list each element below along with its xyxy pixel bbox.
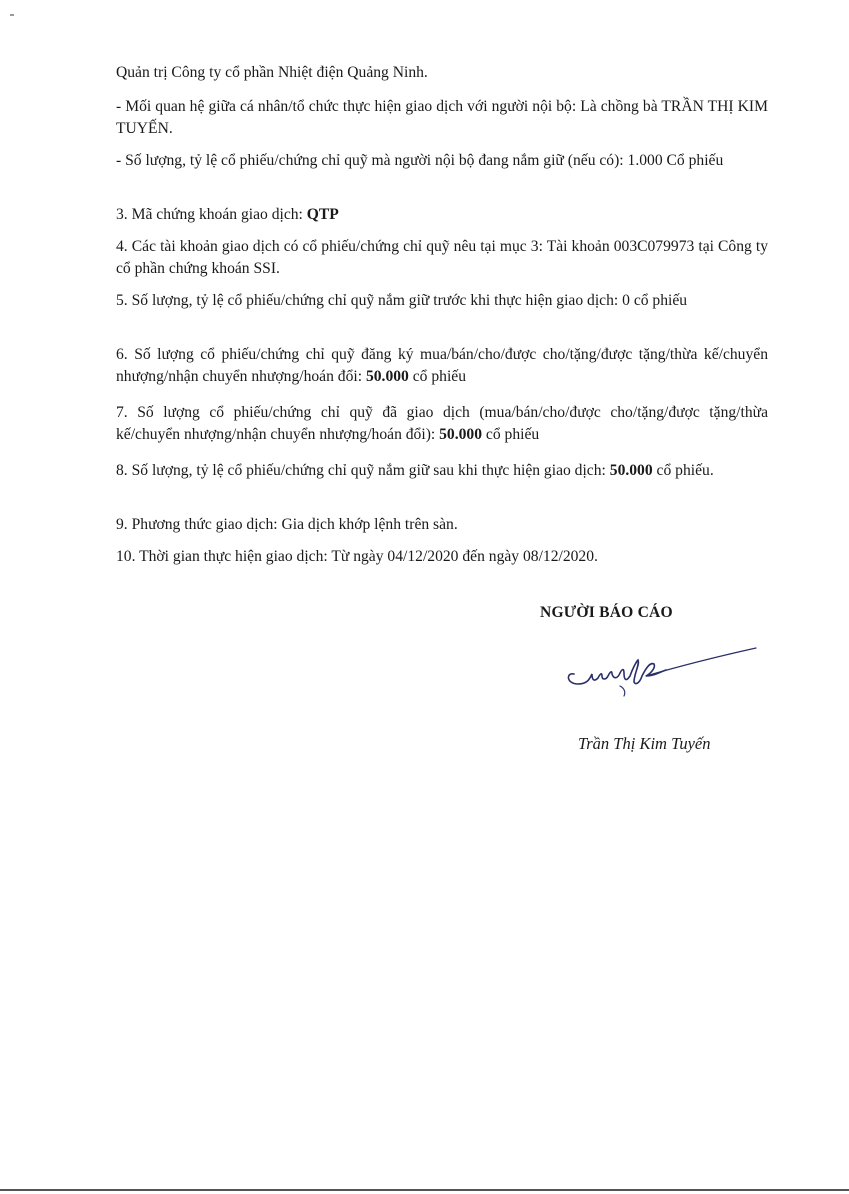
paragraph-2 <box>116 96 768 140</box>
bold-text: 50.000 <box>439 426 483 443</box>
text-run: 6. Số lượng cổ phiếu/chứng chỉ quỹ đăng ký mua/bán/cho/được cho/tặng/được tặng/thừa kế/chuyển nhượng/nhận chuyển nhượng/hoán đổi: <box>116 346 768 385</box>
paragraph-11 <box>116 546 768 568</box>
text-run: 4. Các tài khoản giao dịch có cổ phiếu/chứng chỉ quỹ nêu tại mục 3: Tài khoản 003C079973 tại Công ty cổ phần chứng khoán SSI. <box>116 238 768 277</box>
paragraph-3 <box>116 150 768 172</box>
text-run: 7. Số lượng cổ phiếu/chứng chỉ quỹ đã giao dịch (mua/bán/cho/được cho/tặng/được tặng/thừa kế/chuyển nhượng/nhận chuyển nhượng/hoán đổi): <box>116 404 768 443</box>
paragraph-10 <box>116 514 768 536</box>
bold-text: 50.000 <box>609 462 653 479</box>
text-run: Quản trị Công ty cổ phần Nhiệt điện Quảng Ninh. <box>116 64 428 81</box>
signature-title: NGƯỜI BÁO CÁO <box>540 604 673 621</box>
paragraph-6 <box>116 290 768 312</box>
bold-text: 50.000 <box>365 368 409 385</box>
page-bottom-border <box>0 1189 849 1191</box>
paragraph-4 <box>116 204 768 226</box>
text-run: 3. Mã chứng khoán giao dịch: <box>116 206 307 223</box>
text-run: 5. Số lượng, tỷ lệ cổ phiếu/chứng chỉ quỹ nắm giữ trước khi thực hiện giao dịch: 0 cổ phiếu <box>116 292 688 309</box>
paragraph-1 <box>116 62 768 84</box>
text-run: 10. Thời gian thực hiện giao dịch: Từ ngày 04/12/2020 đến ngày 08/12/2020. <box>116 548 598 565</box>
text-run: cổ phiếu. <box>652 462 714 479</box>
paragraph-8 <box>116 402 768 446</box>
paragraph-9 <box>116 460 768 482</box>
text-run: cổ phiếu <box>482 426 540 443</box>
text-run: 9. Phương thức giao dịch: Gia dịch khớp lệnh trên sàn. <box>116 516 458 533</box>
text-run: cổ phiếu <box>408 368 467 385</box>
scan-mark <box>10 14 14 16</box>
handwritten-signature <box>560 640 760 700</box>
paragraph-7 <box>116 344 768 388</box>
bold-text: QTP <box>306 206 339 223</box>
text-run: 8. Số lượng, tỷ lệ cổ phiếu/chứng chỉ quỹ nắm giữ sau khi thực hiện giao dịch: <box>116 462 610 479</box>
text-run: - Mối quan hệ giữa cá nhân/tổ chức thực hiện giao dịch với người nội bộ: Là chồng bà TRẦN THỊ KIM TUYẾN. <box>116 98 768 137</box>
text-run: - Số lượng, tỷ lệ cổ phiếu/chứng chỉ quỹ mà người nội bộ đang nắm giữ (nếu có): 1.000 Cổ phiếu <box>116 152 724 169</box>
paragraph-5 <box>116 236 768 280</box>
signer-name: Trần Thị Kim Tuyến <box>578 734 711 753</box>
